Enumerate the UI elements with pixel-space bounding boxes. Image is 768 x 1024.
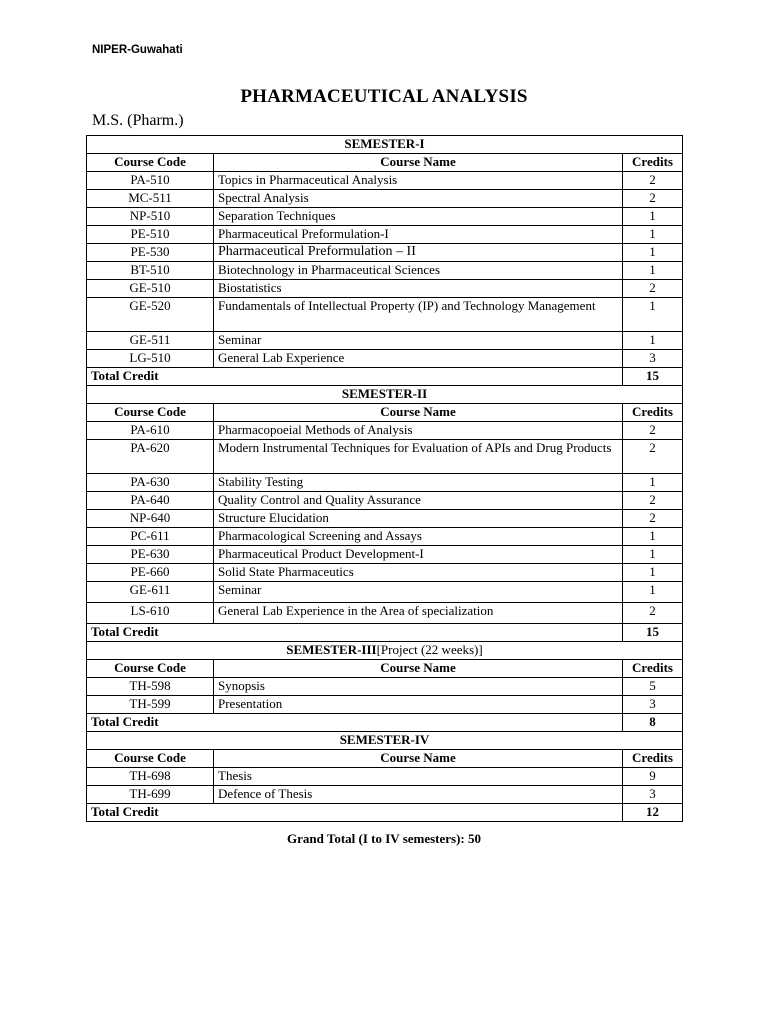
course-name: Pharmacopoeial Methods of Analysis: [214, 422, 623, 440]
course-code: PA-610: [87, 422, 214, 440]
course-code: PE-530: [87, 244, 214, 262]
course-code: NP-640: [87, 510, 214, 528]
column-header-credits: Credits: [623, 404, 683, 422]
course-row: [87, 262, 683, 280]
course-name: Pharmaceutical Preformulation – II: [214, 244, 623, 262]
course-credits: 2: [623, 492, 683, 510]
total-credit-label: Total Credit: [87, 804, 623, 822]
course-credits: 1: [623, 208, 683, 226]
semester-title: [87, 642, 683, 660]
course-name: Modern Instrumental Techniques for Evaluation of APIs and Drug Products: [214, 440, 623, 474]
course-row: [87, 332, 683, 350]
course-credits: 2: [623, 422, 683, 440]
course-name: Spectral Analysis: [214, 190, 623, 208]
semester-title-row: [87, 732, 683, 750]
course-code: PA-510: [87, 172, 214, 190]
column-header-row: [87, 750, 683, 768]
total-credit-value: 15: [623, 624, 683, 642]
course-credits: 1: [623, 226, 683, 244]
column-header-code: Course Code: [87, 660, 214, 678]
course-row: [87, 244, 683, 262]
course-name: Solid State Pharmaceutics: [214, 564, 623, 582]
course-row: [87, 208, 683, 226]
course-credits: 1: [623, 582, 683, 603]
grand-total: Grand Total (I to IV semesters): 50: [286, 831, 482, 846]
semester-title-row: [87, 642, 683, 660]
semester-title-text: SEMESTER-III: [286, 642, 377, 657]
semester-title-text: SEMESTER-IV: [339, 732, 430, 747]
course-credits: 1: [623, 528, 683, 546]
course-name: Biotechnology in Pharmaceutical Sciences: [214, 262, 623, 280]
course-name: Biostatistics: [214, 280, 623, 298]
course-name: Presentation: [214, 696, 623, 714]
course-name: Pharmacological Screening and Assays: [214, 528, 623, 546]
course-code: NP-510: [87, 208, 214, 226]
course-code: PC-611: [87, 528, 214, 546]
course-credits: 1: [623, 332, 683, 350]
course-row: [87, 474, 683, 492]
course-credits: 3: [623, 786, 683, 804]
course-code: TH-699: [87, 786, 214, 804]
course-name: Thesis: [214, 768, 623, 786]
column-header-row: [87, 660, 683, 678]
semester-title: [87, 386, 683, 404]
course-credits: 2: [623, 280, 683, 298]
total-credit-label: Total Credit: [87, 368, 623, 386]
course-name: Topics in Pharmaceutical Analysis: [214, 172, 623, 190]
column-header-row: [87, 154, 683, 172]
course-row: [87, 422, 683, 440]
column-header-credits: Credits: [623, 660, 683, 678]
column-header-code: Course Code: [87, 154, 214, 172]
semester-title-text: SEMESTER-II: [341, 386, 428, 401]
course-row: [87, 546, 683, 564]
course-credits: 3: [623, 350, 683, 368]
course-name: Fundamentals of Intellectual Property (IP) and Technology Management: [214, 298, 623, 332]
course-code: LG-510: [87, 350, 214, 368]
course-code: PA-620: [87, 440, 214, 474]
course-credits: 1: [623, 474, 683, 492]
column-header-name: Course Name: [214, 750, 623, 768]
course-name: Seminar: [214, 582, 623, 603]
course-row: [87, 492, 683, 510]
course-row: [87, 172, 683, 190]
semester-title: [87, 136, 683, 154]
course-code: MC-511: [87, 190, 214, 208]
course-row: [87, 582, 683, 603]
course-name: General Lab Experience in the Area of specialization: [214, 603, 623, 624]
course-name: Defence of Thesis: [214, 786, 623, 804]
total-credit-row: [87, 368, 683, 386]
course-row: [87, 190, 683, 208]
course-credits: 1: [623, 244, 683, 262]
course-code: PE-660: [87, 564, 214, 582]
course-code: TH-599: [87, 696, 214, 714]
course-row: [87, 768, 683, 786]
course-name: Seminar: [214, 332, 623, 350]
institution-name: NIPER-Guwahati: [92, 44, 183, 56]
course-name: General Lab Experience: [214, 350, 623, 368]
course-code: TH-598: [87, 678, 214, 696]
semester-title-text: SEMESTER-I: [344, 136, 425, 151]
course-row: [87, 696, 683, 714]
course-name: Separation Techniques: [214, 208, 623, 226]
column-header-name: Course Name: [214, 660, 623, 678]
semester-title-row: [87, 136, 683, 154]
total-credit-value: 15: [623, 368, 683, 386]
course-code: LS-610: [87, 603, 214, 624]
total-credit-value: 12: [623, 804, 683, 822]
semester-title-suffix: [Project (22 weeks)]: [376, 642, 483, 657]
total-credit-row: [87, 714, 683, 732]
course-credits: 3: [623, 696, 683, 714]
course-credits: 2: [623, 603, 683, 624]
total-credit-value: 8: [623, 714, 683, 732]
course-row: [87, 440, 683, 474]
course-name: Stability Testing: [214, 474, 623, 492]
course-row: [87, 678, 683, 696]
course-row: [87, 786, 683, 804]
column-header-credits: Credits: [623, 750, 683, 768]
course-code: GE-611: [87, 582, 214, 603]
column-header-code: Course Code: [87, 750, 214, 768]
course-credits: 2: [623, 440, 683, 474]
column-header-credits: Credits: [623, 154, 683, 172]
course-credits: 1: [623, 546, 683, 564]
course-code: GE-520: [87, 298, 214, 332]
course-row: [87, 298, 683, 332]
total-credit-row: [87, 624, 683, 642]
course-name: Quality Control and Quality Assurance: [214, 492, 623, 510]
course-code: PA-640: [87, 492, 214, 510]
course-name: Structure Elucidation: [214, 510, 623, 528]
course-code: TH-698: [87, 768, 214, 786]
course-code: BT-510: [87, 262, 214, 280]
course-credits: 9: [623, 768, 683, 786]
program-name: M.S. (Pharm.): [92, 112, 184, 129]
course-row: [87, 528, 683, 546]
course-credits: 2: [623, 190, 683, 208]
course-name: Pharmaceutical Preformulation-I: [214, 226, 623, 244]
course-row: [87, 603, 683, 624]
total-credit-label: Total Credit: [87, 624, 623, 642]
course-name: Synopsis: [214, 678, 623, 696]
curriculum-table: [86, 135, 683, 822]
total-credit-label: Total Credit: [87, 714, 623, 732]
semester-title-row: [87, 386, 683, 404]
course-credits: 5: [623, 678, 683, 696]
semester-title: [87, 732, 683, 750]
course-row: [87, 350, 683, 368]
course-credits: 1: [623, 564, 683, 582]
course-row: [87, 564, 683, 582]
column-header-row: [87, 404, 683, 422]
document-title: PHARMACEUTICAL ANALYSIS: [240, 86, 528, 107]
course-name: Pharmaceutical Product Development-I: [214, 546, 623, 564]
course-credits: 1: [623, 298, 683, 332]
course-code: PE-630: [87, 546, 214, 564]
course-credits: 2: [623, 172, 683, 190]
course-row: [87, 510, 683, 528]
column-header-name: Course Name: [214, 404, 623, 422]
course-row: [87, 280, 683, 298]
column-header-code: Course Code: [87, 404, 214, 422]
course-credits: 1: [623, 262, 683, 280]
course-credits: 2: [623, 510, 683, 528]
column-header-name: Course Name: [214, 154, 623, 172]
curriculum-body: [87, 136, 683, 822]
course-row: [87, 226, 683, 244]
total-credit-row: [87, 804, 683, 822]
course-code: GE-511: [87, 332, 214, 350]
course-code: PA-630: [87, 474, 214, 492]
course-code: GE-510: [87, 280, 214, 298]
course-code: PE-510: [87, 226, 214, 244]
